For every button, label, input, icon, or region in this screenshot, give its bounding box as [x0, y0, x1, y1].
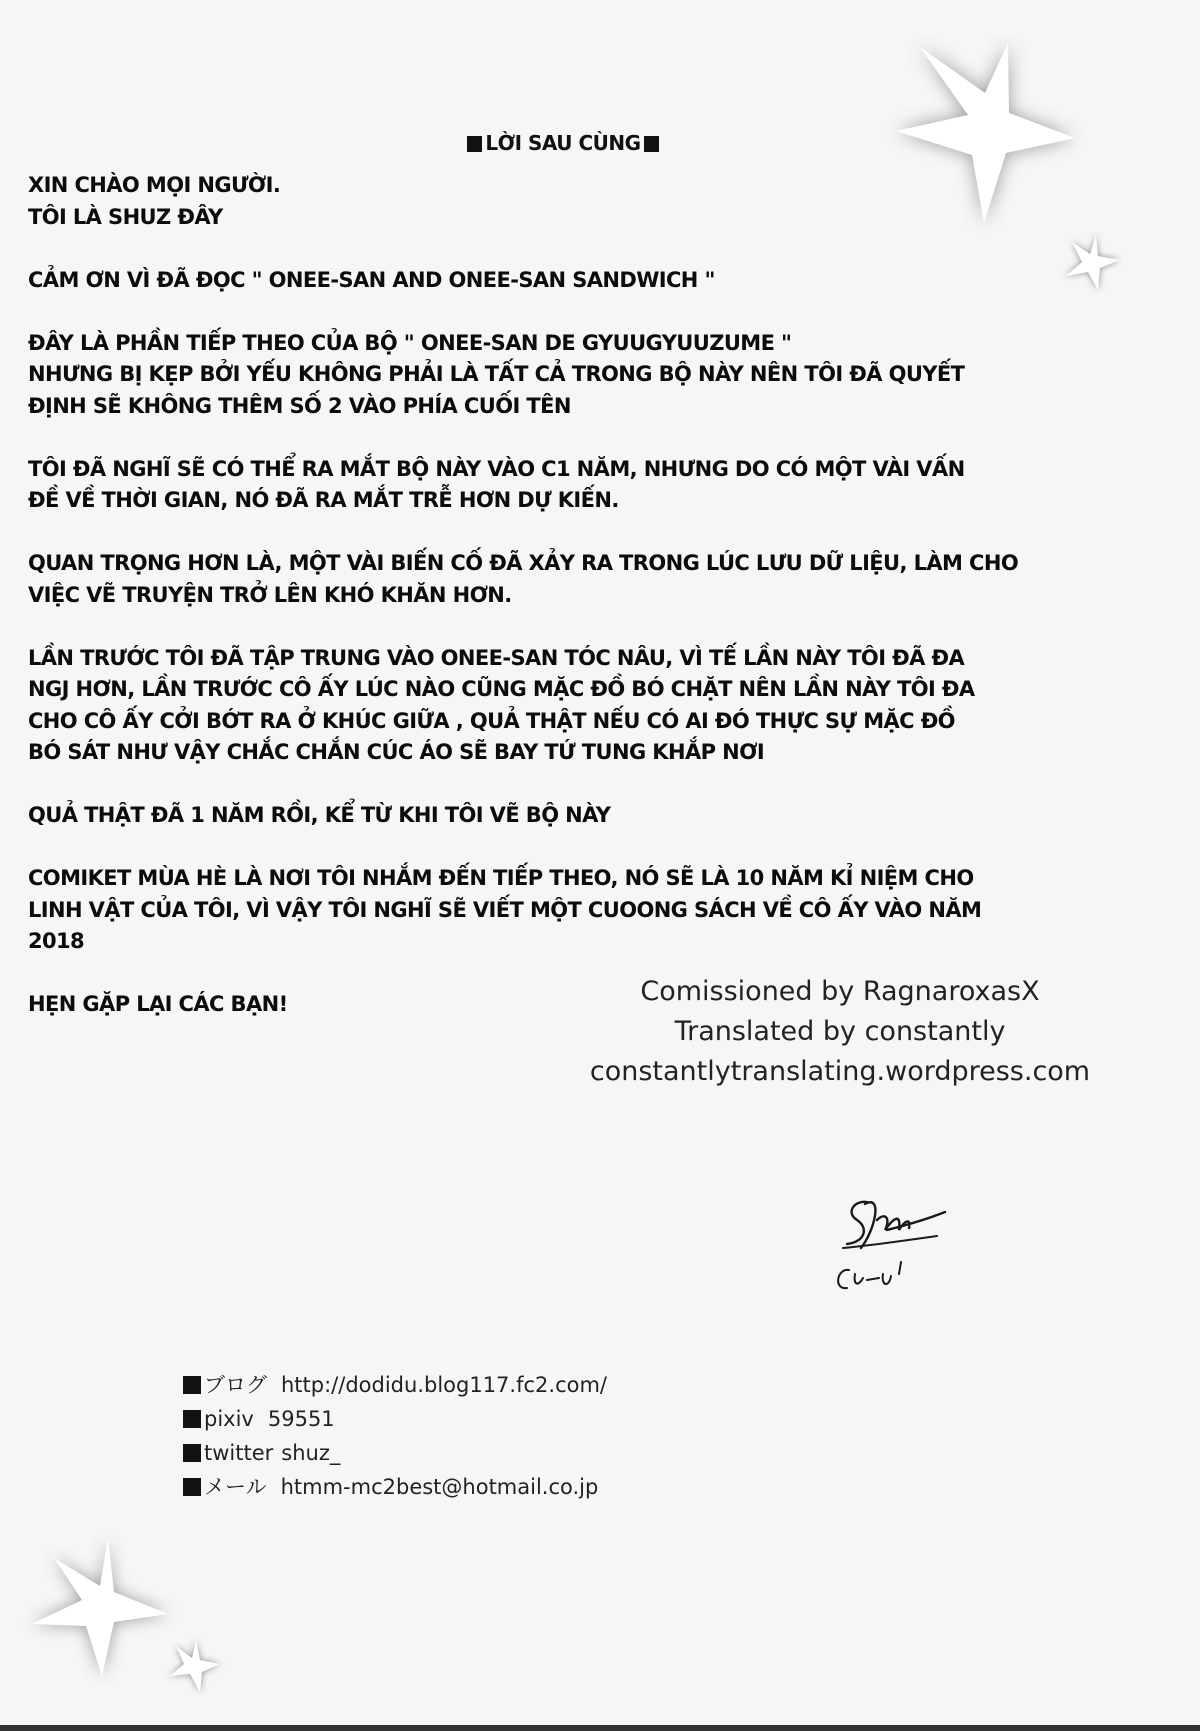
afterword-line: QUAN TRỌNG HƠN LÀ, MỘT VÀI BIẾN CỐ ĐÃ XẢY RA TRONG LÚC LƯU DỮ LIỆU, LÀM CHO: [28, 551, 1019, 575]
contact-value: 59551: [267, 1407, 335, 1431]
afterword-paragraph: [28, 800, 1068, 832]
afterword-heading: [0, 131, 1163, 155]
contact-row-twitter: [183, 1436, 607, 1470]
afterword-line: ĐỀ VỀ THỜI GIAN, NÓ ĐÃ RA MẮT TRỄ HƠN DỰ KIẾN.: [28, 488, 619, 512]
afterword-line: CHO CÔ ẤY CỞI BỚT RA Ở KHÚC GIỮA , QUẢ THẬT NẾU CÓ AI ĐÓ THỰC SỰ MẶC ĐỒ: [28, 708, 955, 733]
contact-value: htmm-mc2best@hotmail.co.jp: [280, 1475, 599, 1499]
afterword-paragraph: [28, 170, 1068, 233]
afterword-paragraph: [28, 328, 1068, 423]
afterword-line: NHƯNG BỊ KẸP BỞI YẾU KHÔNG PHẢI LÀ TẤT CẢ TRONG BỘ NÀY NÊN TÔI ĐÃ QUYẾT: [28, 362, 965, 386]
contact-label: pixiv: [204, 1407, 254, 1431]
afterword-paragraph: [28, 643, 1068, 769]
afterword-line: BÓ SÁT NHƯ VẬY CHẮC CHẮN CÚC ÁO SẼ BAY TỨ TUNG KHẮP NƠI: [28, 740, 765, 764]
afterword-line: ĐÂY LÀ PHẦN TIẾP THEO CỦA BỘ " ONEE-SAN DE GYUUGYUUZUME ": [28, 330, 792, 355]
afterword-line: COMIKET MÙA HÈ LÀ NƠI TÔI NHẮM ĐẾN TIẾP THEO, NÓ SẼ LÀ 10 NĂM KỈ NIỆM CHO: [28, 866, 974, 890]
afterword-line: TÔI LÀ SHUZ ĐÂY: [28, 204, 223, 229]
afterword-line: ĐỊNH SẼ KHÔNG THÊM SỐ 2 VÀO PHÍA CUỐI TÊN: [28, 393, 571, 418]
large-star-bottom-left-icon: [20, 1530, 180, 1685]
small-star-bottom-left-icon: [162, 1636, 227, 1696]
commissioned-credit: Comissioned by RagnaroxasX: [640, 976, 1040, 1007]
black-square-icon: [183, 1410, 201, 1428]
contact-row-pixiv: [183, 1402, 607, 1436]
black-square-icon: [183, 1478, 201, 1496]
contact-label: ブログ: [204, 1373, 267, 1397]
afterword-line: LINH VẬT CỦA TÔI, VÌ VẬY TÔI NGHĨ SẼ VIẾT MỘT CUOONG SÁCH VỀ CÔ ẤY VÀO NĂM: [28, 897, 982, 922]
afterword-paragraph: [28, 548, 1068, 611]
afterword-line: HẸN GẶP LẠI CÁC BẠN!: [28, 992, 288, 1016]
afterword-body: [28, 170, 1068, 1052]
black-square-icon: [183, 1444, 201, 1462]
afterword-line: XIN CHÀO MỌI NGƯỜI.: [28, 173, 281, 197]
black-square-icon: [183, 1376, 201, 1394]
author-signature: [825, 1190, 955, 1315]
black-square-icon: [644, 136, 659, 152]
contact-label: メール: [204, 1475, 267, 1499]
afterword-line: NGJ HƠN, LẦN TRƯỚC CÔ ẤY LÚC NÀO CŨNG MẶC ĐỒ BÓ CHẶT NÊN LẦN NÀY TÔI ĐA: [28, 677, 975, 701]
afterword-line: LẦN TRƯỚC TÔI ĐÃ TẬP TRUNG VÀO ONEE-SAN TÓC NÂU, VÌ TẾ LẦN NÀY TÔI ĐÃ ĐA: [28, 645, 965, 670]
afterword-paragraph: [28, 863, 1068, 958]
afterword-line: 2018: [28, 929, 85, 953]
contact-row-mail: [183, 1470, 607, 1504]
translation-credits: [560, 972, 1120, 1092]
translator-credit: Translated by constantly: [674, 1016, 1006, 1047]
afterword-paragraph: [28, 265, 1068, 297]
small-star-top-right-icon: [1058, 232, 1128, 297]
author-contacts: [183, 1368, 607, 1504]
page-bottom-rule: [0, 1725, 1200, 1731]
contact-row-blog: [183, 1368, 607, 1402]
afterword-line: TÔI ĐÃ NGHĨ SẼ CÓ THỂ RA MẮT BỘ NÀY VÀO C1 NĂM, NHƯNG DO CÓ MỘT VÀI VẤN: [28, 456, 965, 481]
black-square-icon: [467, 136, 482, 152]
afterword-paragraph: [28, 454, 1068, 517]
contact-label: twitter: [204, 1441, 274, 1465]
afterword-line: CẢM ƠN VÌ ĐÃ ĐỌC " ONEE-SAN AND ONEE-SAN SANDWICH ": [28, 267, 715, 292]
afterword-heading-text: LỜI SAU CÙNG: [485, 131, 641, 155]
contact-value: shuz_: [281, 1441, 341, 1465]
translator-site: constantlytranslating.wordpress.com: [589, 1056, 1091, 1087]
contact-value: http://dodidu.blog117.fc2.com/: [281, 1373, 607, 1397]
afterword-line: QUẢ THẬT ĐÃ 1 NĂM RỒI, KỂ TỪ KHI TÔI VẼ BỘ NÀY: [28, 803, 611, 827]
afterword-line: VIỆC VẼ TRUYỆN TRỞ LÊN KHÓ KHĂN HƠN.: [28, 582, 512, 607]
